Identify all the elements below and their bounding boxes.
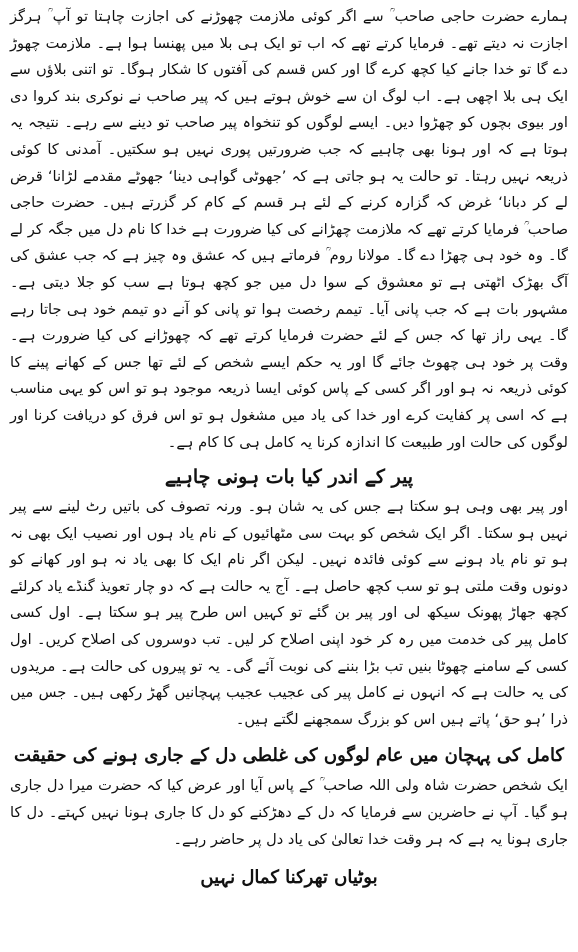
paragraph-heart-reality: ایک شخص حضرت شاہ ولی اللہ صاحب ؒ کے پاس آیا اور عرض کیا کہ حضرت میرا دل جاری ہو گیا۔ آپ نے حاضرین سے فرمایا کہ دل کے دھڑکنے کو دل کا جاری ہونا نہیں کہتے۔ دل کا جاری ہونا یہ ہے کہ ہر وقت خدا تعالیٰ کی یاد دل پر حاضر رہے۔ <box>10 777 568 848</box>
heading-pir-qualities: پیر کے اندر کیا بات ہونی چاہیے <box>164 466 414 489</box>
paragraph-haji-sahib: ہمارے حضرت حاجی صاحب ؒ سے اگر کوئی ملازمت چھوڑنے کی اجازت چاہتا تو آپ ؒ ہرگز اجازت نہ دیتے تھے۔ فرمایا کرتے تھے کہ اب تو ایک ہی بلا میں پھنسا ہوا ہے۔ ملازمت چھوڑ دے گا تو خدا جانے کیا کچھ کرے گا اور کس قسم کی آفتوں کا شکار ہوگا۔ تو اتنی بلاؤں سے ایک ہی بلا اچھی ہے۔ اب لوگ ان سے خوش ہوتے ہیں کہ پیر صاحب نے نوکری بند کروا دی اور بیوی بچوں کو چھڑوا دیں۔ ایسے لوگوں کو تنخواہ پیر صاحب تو دینے سے رہے۔ نتیجہ یہ ہوتا ہے کہ اور ہونا بھی چاہیے کہ جب ضرورتیں پوری نہیں ہو سکتیں۔ آمدنی کا کوئی ذریعہ نہیں رہتا۔ تو حالت یہ ہو جاتی ہے کہ ’جھوٹی گواہی دینا‘ جھوٹے مقدمے لڑانا‘ قرض لے کر دبانا‘ غرض کہ گزارہ کرنے کے لئے ہر قسم کے کام کر گزرتے ہیں۔ حضرت حاجی صاحب ؒ فرمایا کرتے تھے کہ ملازمت چھڑانے کی کیا ضرورت ہے خدا کا نام دل میں جگہ کر لے گا۔ وہ خود ہی چھڑا دے گا۔ مولانا روم ؒ فرماتے ہیں کہ عشق وہ چیز ہے کہ جب عشق کی آگ بھڑک اٹھتی ہے تو معشوق کے سوا دل میں جو کچھ ہوتا ہے سب کو جلا دیتی ہے۔ مشہور بات ہے کہ جب پانی آیا۔ تیمم رخصت ہوا تو پانی کو آنے دو تیمم خود ہی جاتا رہے گا۔ یہی راز تھا کہ جس کے لئے حضرت فرمایا کرتے تھے کہ چھوڑانے کی کیا ضرورت ہے۔ وقت پر خود ہی چھوٹ جائے گا اور یہ حکم ایسے شخص کے لئے تھا جس کے کھانے پینے کا کوئی ذریعہ نہ ہو اور اگر کسی کے پاس کوئی ایسا ذریعہ موجود ہو تو اس کو یہی مناسب ہے کہ اسی پر کفایت کرے اور خدا کی یاد میں مشغول ہو تو اس فرق کو دریافت کرنا اور لوگوں کی حالت اور طبیعت کا اندازہ کرنا یہ کامل ہی کا کام ہے۔ <box>10 8 568 451</box>
heading-botiyan: بوٹیاں تھرکنا کمال نہیں <box>200 867 378 889</box>
paragraph-pir-qualities: اور پیر بھی وہی ہو سکتا ہے جس کی یہ شان ہو۔ ورنہ تصوف کی باتیں رٹ لینے سے پیر نہیں ہو سکتا۔ اگر ایک شخص کو بہت سی مٹھائیوں کے نام یاد ہوں اور نصیب ایک بھی نہ ہو تو نام یاد ہونے سے کوئی فائدہ نہیں۔ لیکن اگر نام ایک کا بھی یاد نہ ہو اور کھانے کو دونوں وقت ملتی ہو تو سب کچھ حاصل ہے۔ آج یہ حالت ہے کہ دو چار تعویذ گنڈے یاد کرلئے کچھ جھاڑ پھونک سیکھ لی اور پیر بن گئے تو کہیں اس طرح پیر ہو سکتا ہے۔ اول کسی کامل پیر کی خدمت میں رہ کر خود اپنی اصلاح کر لیں۔ تب دوسروں کی اصلاح کریں۔ اول کسی کے سامنے چھوٹا بنیں تب بڑا بننے کی نوبت آئے گی۔ یہ تو پیروں کی حالت ہے۔ مریدوں کی یہ حالت ہے کہ انہوں نے کامل پیر کی عجیب عجیب پہچانیں گھڑ رکھی ہیں۔ جس میں ذرا ’ہو حق‘ پاتے ہیں اس کو بزرگ سمجھنے لگتے ہیں۔ <box>10 498 568 728</box>
heading-heart-reality: کامل کی پہچان میں عام لوگوں کی غلطی دل کے جاری ہونے کی حقیقت <box>14 745 564 767</box>
